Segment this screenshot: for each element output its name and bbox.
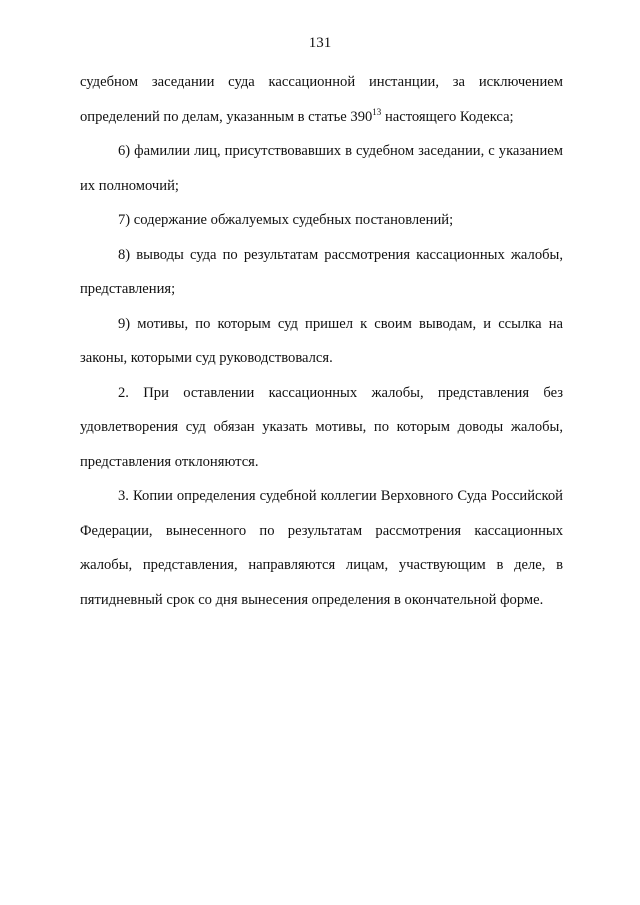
list-item-6: 6) фамилии лиц, присутствовавших в судебном заседании, с указанием их полномочий;: [80, 143, 563, 194]
section-2-paragraph: 2. При оставлении кассационных жалобы, представления без удовлетворения суд обязан указать мотивы, по которым доводы жалобы, представления отклоняются.: [80, 384, 563, 470]
list-item-7: 7) содержание обжалуемых судебных постановлений;: [118, 212, 454, 228]
section-3-paragraph: 3. Копии определения судебной коллегии Верховного Суда Российской Федерации, вынесенного по результатам рассмотрения кассационных жалобы, представления, направляются лицам, участвующим в деле, в пятидневный срок со дня вынесения определения в окончательной форме.: [80, 488, 563, 608]
list-item-8: 8) выводы суда по результатам рассмотрения кассационных жалобы, представления;: [80, 246, 563, 297]
article-superscript: 13: [372, 106, 382, 117]
list-item-9: 9) мотивы, по которым суд пришел к своим выводам, и ссылка на законы, которыми суд руководствовался.: [80, 315, 563, 366]
paragraph-continuation: [80, 65, 563, 134]
document-body: [80, 65, 563, 617]
paragraph-text-tail: настоящего Кодекса;: [381, 108, 514, 125]
paragraph-text: судебном заседании суда кассационной инстанции, за исключением определений по делам, указанным в статье 390: [80, 74, 563, 125]
page-number: 131: [308, 35, 332, 51]
